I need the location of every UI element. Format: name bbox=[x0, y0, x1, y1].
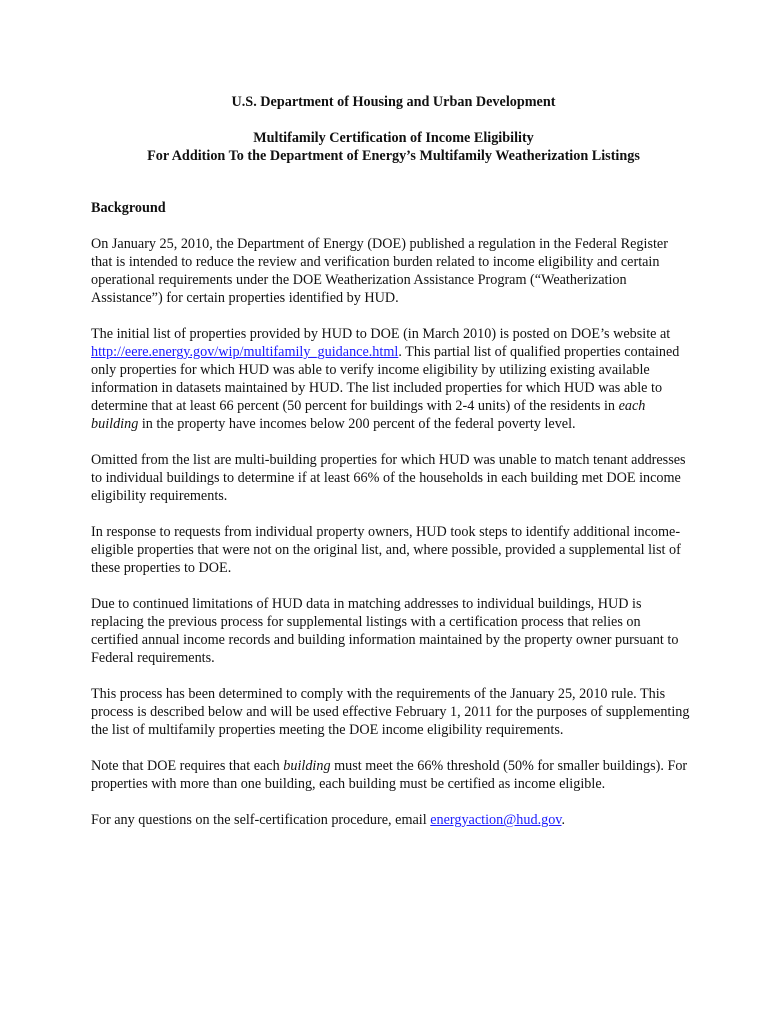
email-link[interactable]: energyaction@hud.gov bbox=[430, 812, 562, 828]
doe-guidance-link[interactable]: http://eere.energy.gov/wip/multifamily_guidance.html bbox=[91, 344, 399, 360]
paragraph-2-text-c: in the property have incomes below 200 percent of the federal poverty level. bbox=[138, 416, 576, 432]
paragraph-6: This process has been determined to comply with the requirements of the January 25, 2010 rule. This process is described below and will be used effective February 1, 2011 for the purposes of supplementing the list of multifamily properties meeting the DOE income eligibility requirements. bbox=[91, 686, 690, 738]
agency-title: U.S. Department of Housing and Urban Development bbox=[231, 94, 556, 110]
paragraph-5: Due to continued limitations of HUD data in matching addresses to individual buildings, HUD is replacing the previous process for supplemental listings with a certification process that relies on certified annual income records and building information maintained by the property owner pursuant to Federal requirements. bbox=[91, 596, 679, 666]
paragraph-8-text-a: For any questions on the self-certification procedure, email bbox=[91, 812, 431, 828]
paragraph-7 bbox=[91, 757, 690, 793]
document-title-line-1: Multifamily Certification of Income Eligibility bbox=[253, 130, 534, 146]
document-title-line-2: For Addition To the Department of Energy’s Multifamily Weatherization Listings bbox=[147, 148, 640, 164]
paragraph-8 bbox=[91, 811, 690, 829]
paragraph-2-text-a: The initial list of properties provided by HUD to DOE (in March 2010) is posted on DOE’s website at bbox=[91, 326, 671, 342]
paragraph-2-emphasis: each building bbox=[91, 398, 646, 432]
paragraph-8-text-b: . bbox=[561, 812, 566, 828]
paragraph-7-text-a: Note that DOE requires that each bbox=[91, 758, 284, 774]
paragraph-2 bbox=[91, 325, 690, 433]
paragraph-7-emphasis: building bbox=[283, 758, 331, 774]
background-heading: Background bbox=[91, 200, 166, 216]
paragraph-4: In response to requests from individual property owners, HUD took steps to identify additional income-eligible properties that were not on the original list, and, where possible, provided a supplemental list of these properties to DOE. bbox=[91, 524, 681, 576]
paragraph-1: On January 25, 2010, the Department of Energy (DOE) published a regulation in the Federal Register that is intended to reduce the review and verification burden related to income eligibility and certain operational requirements under the DOE Weatherization Assistance Program (“Weatherization Assistance”) for certain properties identified by HUD. bbox=[91, 236, 668, 306]
paragraph-2-text-b: . This partial list of qualified properties contained only properties for which HUD was able to verify income eligibility by utilizing existing available information in datasets maintained by HUD. The list included properties for which HUD was able to determine that at least 66 percent (50 percent for buildings with 2-4 units) of the residents in bbox=[91, 344, 680, 414]
paragraph-7-text-b: must meet the 66% threshold (50% for smaller buildings). For properties with more than one building, each building must be certified as income eligible. bbox=[91, 758, 688, 792]
paragraph-3: Omitted from the list are multi-building properties for which HUD was unable to match tenant addresses to individual buildings to determine if at least 66% of the households in each building met DOE income eligibility requirements. bbox=[91, 452, 686, 504]
